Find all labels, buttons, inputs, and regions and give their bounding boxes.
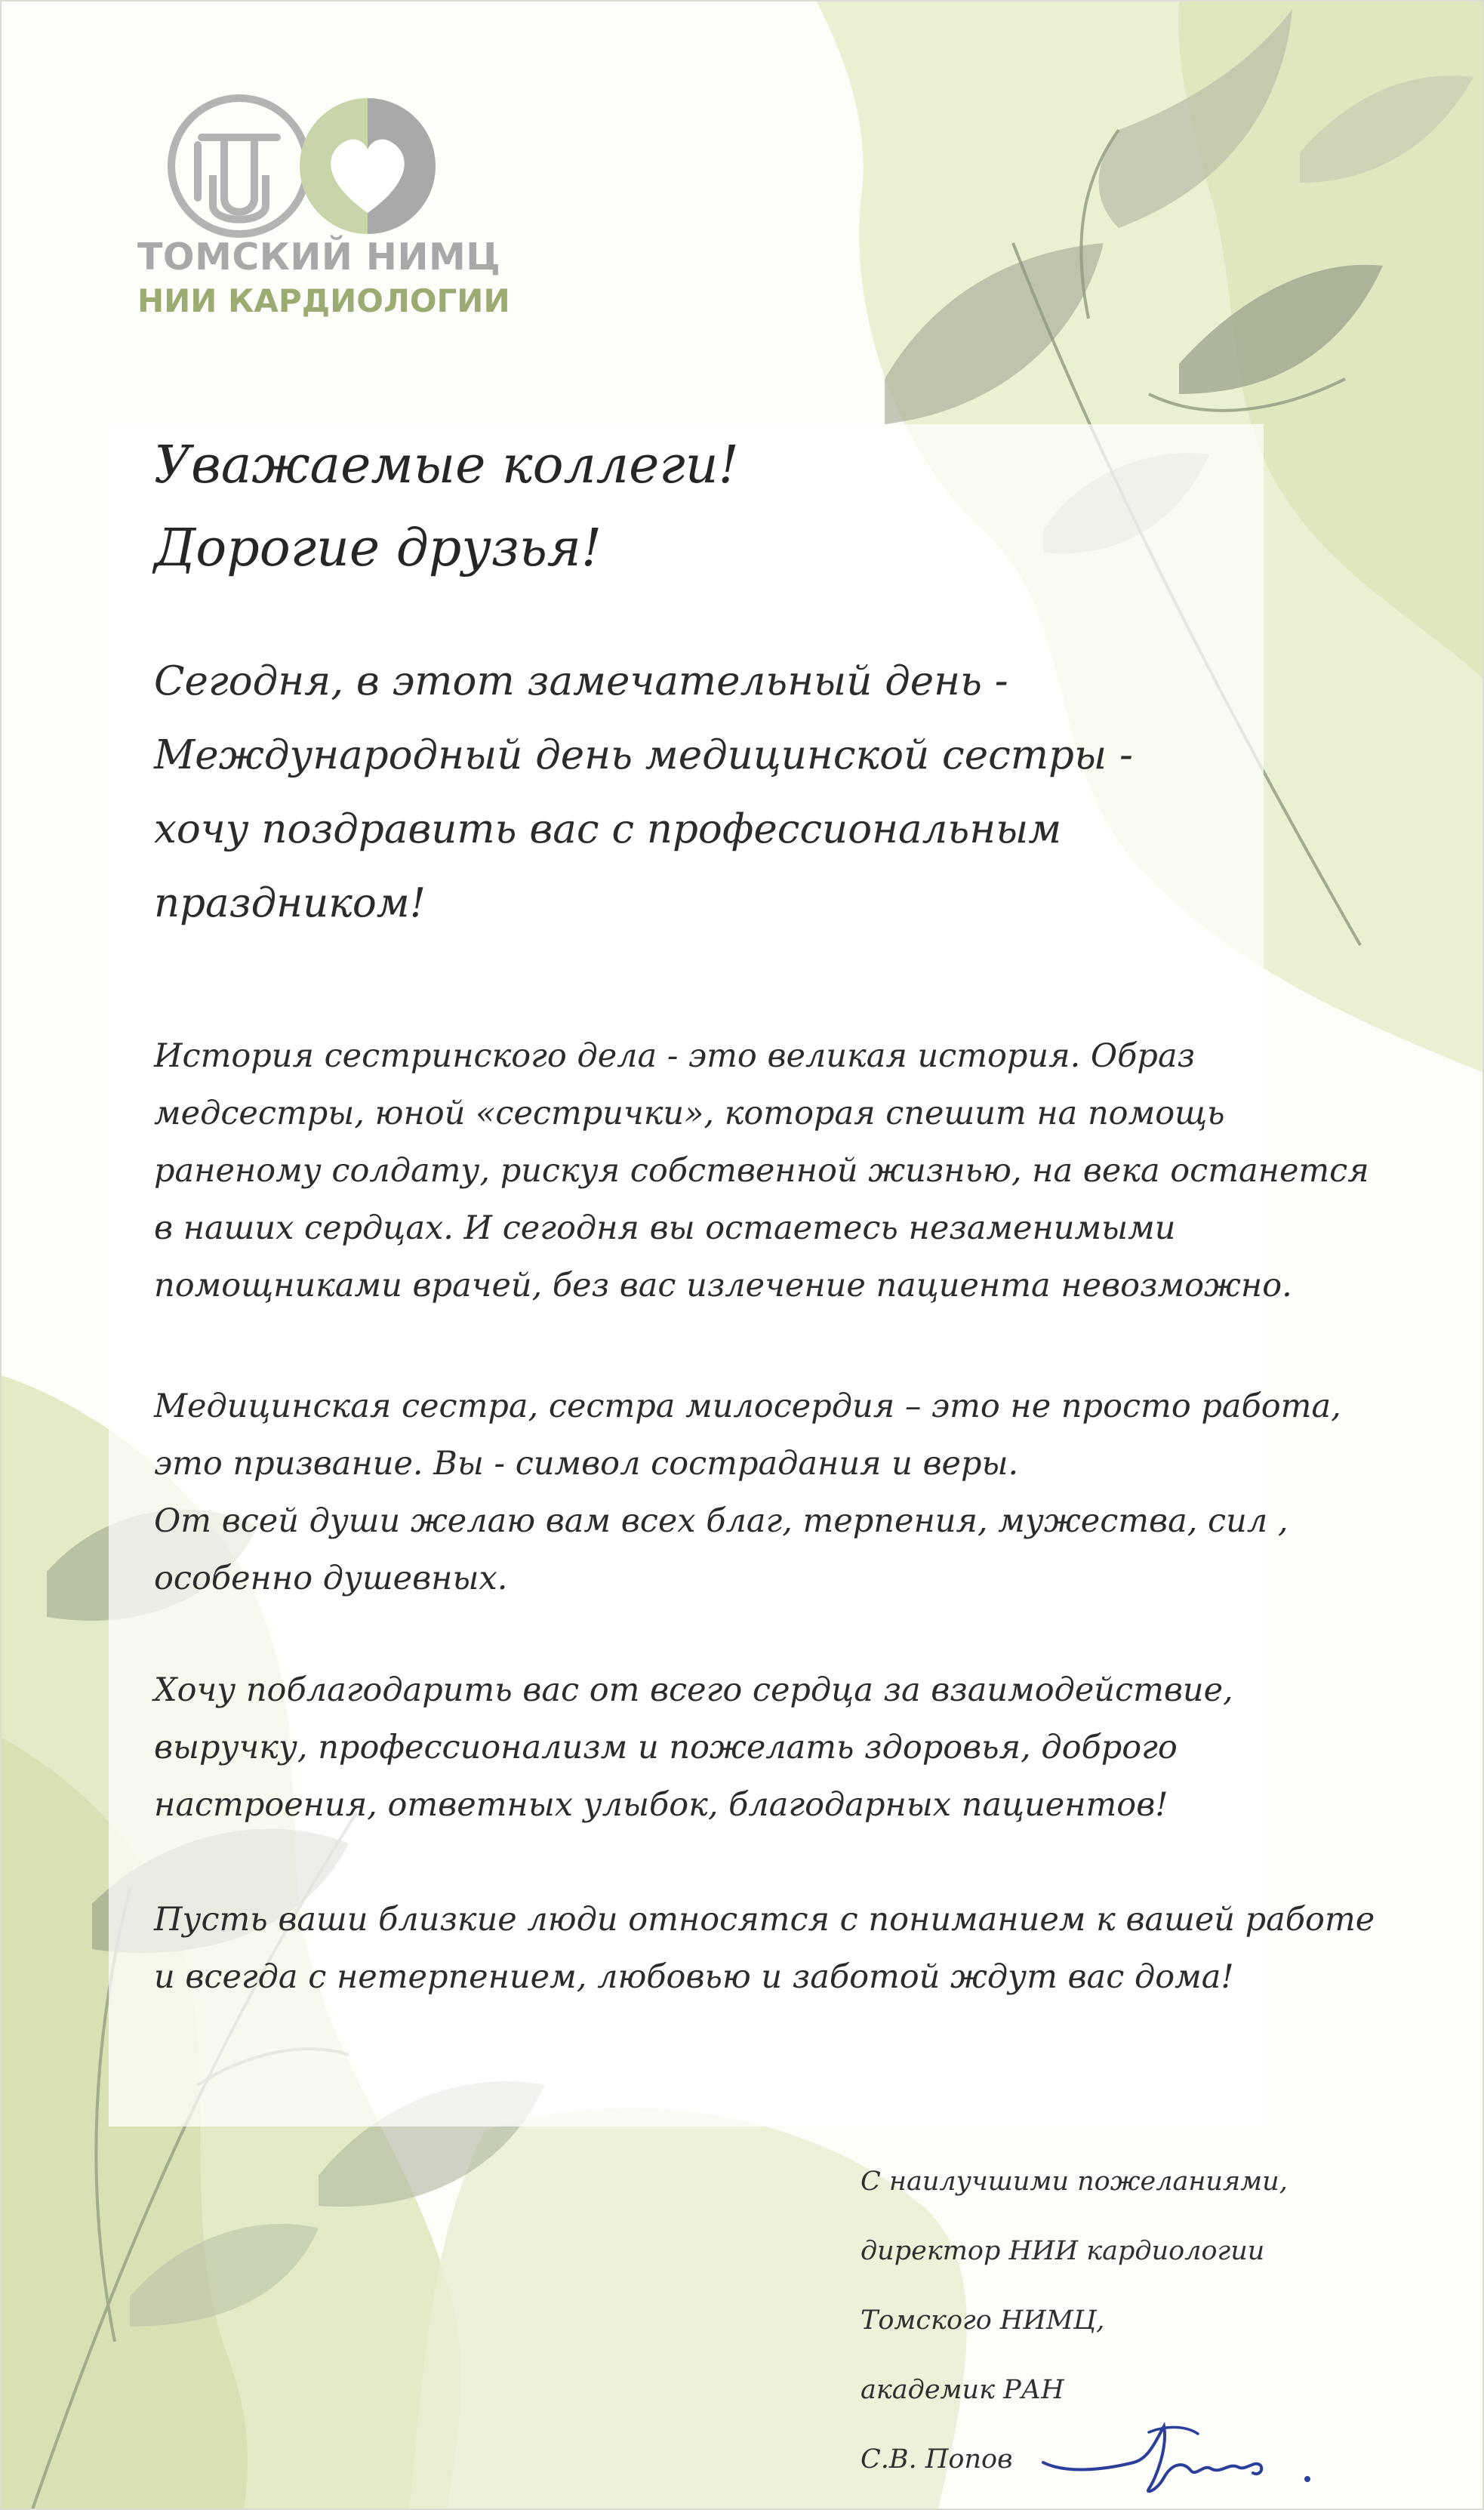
logo-title: ТОМСКИЙ НИМЦ	[137, 236, 501, 279]
signature-line: директор НИИ кардиологии	[861, 2236, 1265, 2266]
paragraph-line: Медицинская сестра, сестра милосердия – это не просто работа,	[154, 1387, 1341, 1425]
paragraph-line: в наших сердцах. И сегодня вы остаетесь незаменимыми	[154, 1209, 1176, 1247]
paragraph-line: медсестры, юной «сестрички», которая спешит на помощь	[154, 1095, 1225, 1132]
paragraph-line: это призвание. Вы - символ сострадания и веры.	[154, 1445, 1019, 1483]
signature-line: Томского НИМЦ,	[861, 2305, 1105, 2336]
paragraph-line: особенно душевных.	[154, 1560, 508, 1597]
signature-line: С наилучшими пожеланиями,	[861, 2167, 1288, 2197]
lead-line: Международный день медицинской сестры -	[154, 732, 1133, 778]
paragraph-line: История сестринского дела - это великая история. Образ	[154, 1037, 1196, 1075]
paragraph-line: Пусть ваши близкие люди относятся с пониманием к вашей работе	[154, 1901, 1375, 1939]
greeting-line-2: Дорогие друзья!	[154, 519, 602, 578]
lead-line: Сегодня, в этот замечательный день -	[154, 658, 1008, 704]
lead-line: хочу поздравить вас с профессиональным	[154, 806, 1062, 852]
lead-line: праздником!	[154, 880, 426, 926]
greeting-line-1: Уважаемые коллеги!	[154, 436, 739, 495]
paragraph-line: Хочу поблагодарить вас от всего сердца за взаимодействие,	[154, 1671, 1233, 1709]
paragraph-line: помощниками врачей, без вас излечение пациента невозможно.	[154, 1267, 1292, 1304]
paragraph-line: От всей души желаю вам всех благ, терпения, мужества, сил ,	[154, 1502, 1288, 1540]
signature-line: академик РАН	[861, 2375, 1064, 2405]
paragraph-line: настроения, ответных улыбок, благодарных пациентов!	[154, 1786, 1168, 1824]
handwritten-signature	[1036, 2417, 1330, 2500]
signature-line: С.В. Попов	[861, 2444, 1013, 2475]
paragraph-line: и всегда с нетерпением, любовью и заботой ждут вас дома!	[154, 1958, 1234, 1996]
logo-subtitle: НИИ КАРДИОЛОГИИ	[137, 282, 510, 319]
paragraph-line: раненому солдату, рискуя собственной жизнью, на века останется	[154, 1152, 1369, 1190]
paragraph-line: выручку, профессионализм и пожелать здоровья, доброго	[154, 1729, 1178, 1766]
